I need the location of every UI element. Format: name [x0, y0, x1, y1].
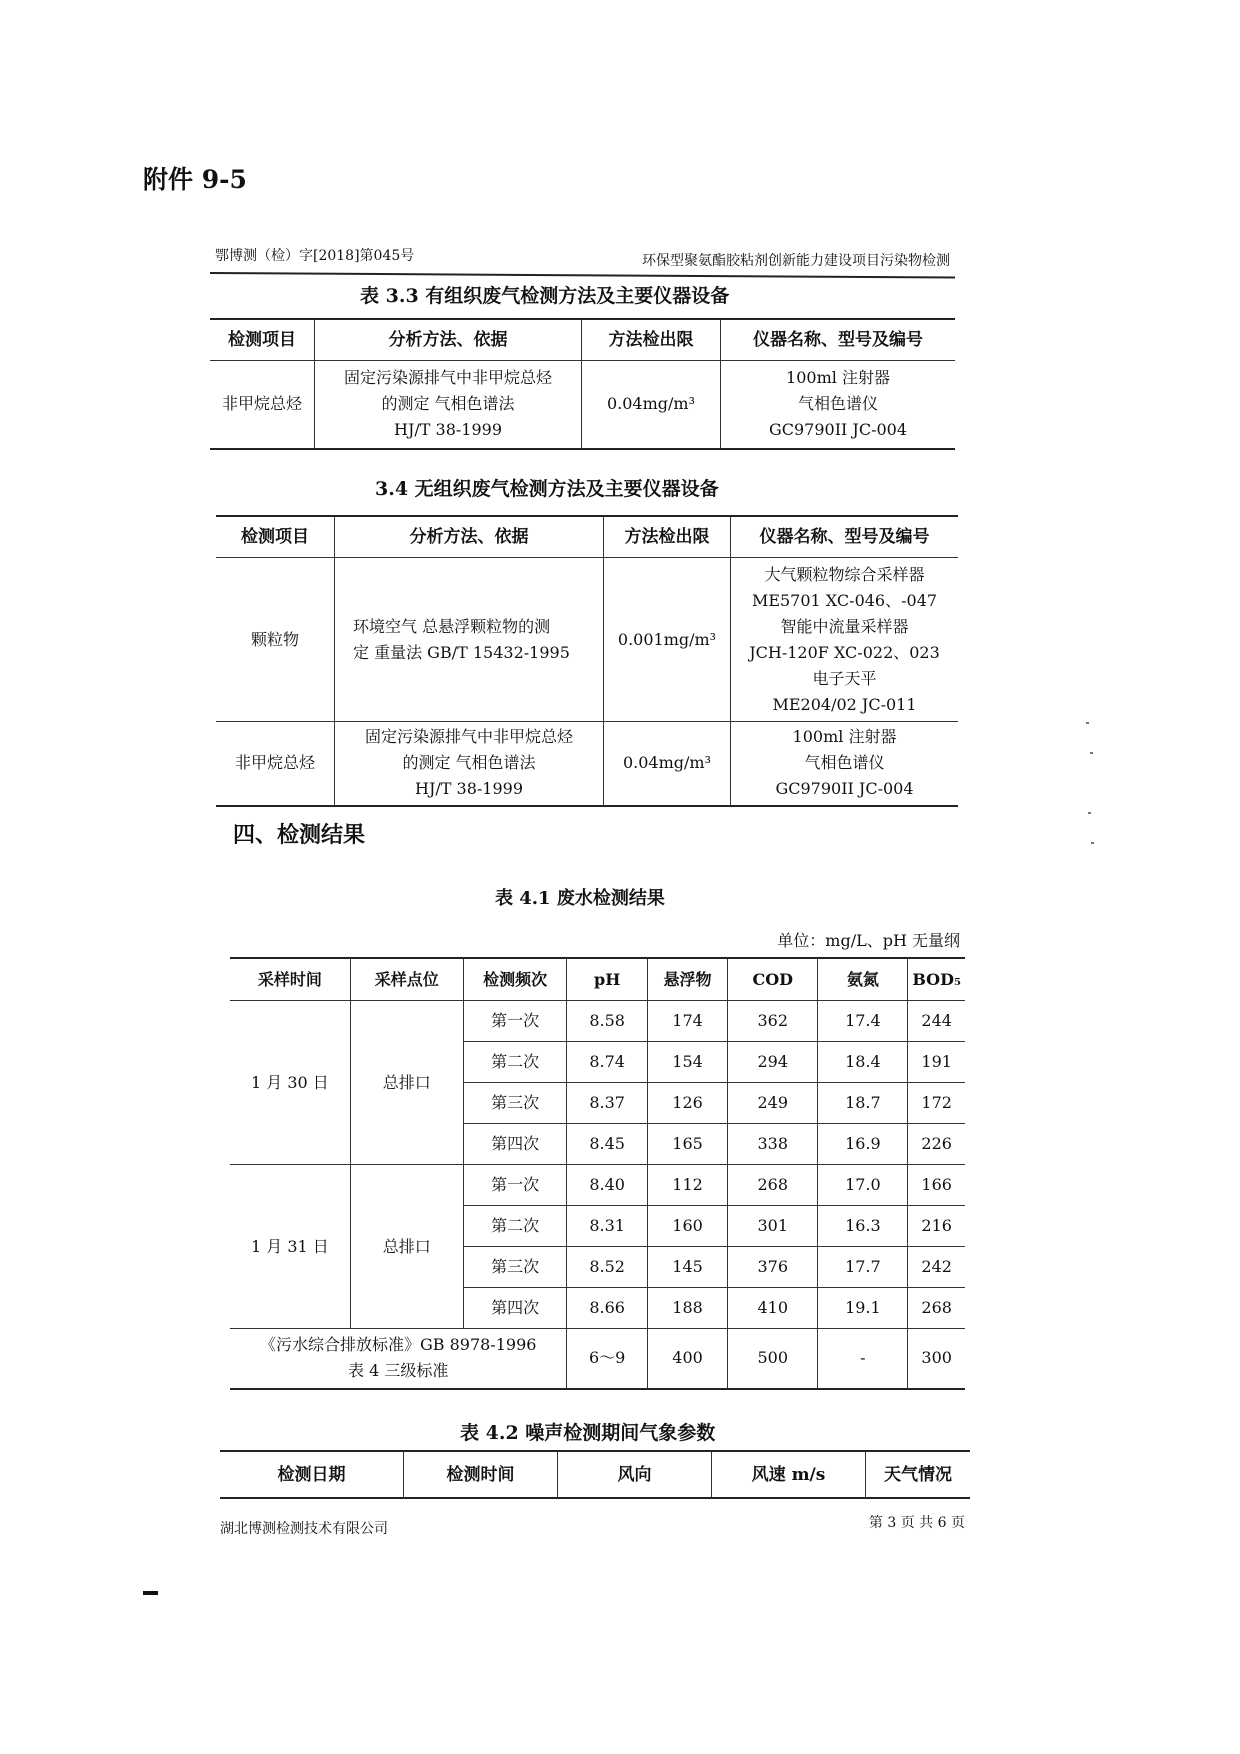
method-line: 的测定 气相色谱法	[402, 753, 536, 773]
column-header: 采样点位	[350, 958, 463, 1001]
unit-note: 单位：mg/L、pH 无量纲	[777, 931, 960, 950]
table-3-4	[216, 515, 958, 807]
company-name: 湖北博测检测技术有限公司	[220, 1521, 388, 1537]
column-header: 检测项目	[241, 527, 309, 547]
column-header: pH	[567, 958, 648, 1001]
method-line: 固定污染源排气中非甲烷总烃	[364, 727, 573, 747]
bod5-cell: 166	[908, 1165, 965, 1206]
method-cell	[315, 361, 582, 449]
table-4-2	[220, 1450, 970, 1499]
method-line: 的测定 气相色谱法	[381, 394, 515, 414]
instrument-cell	[731, 722, 959, 806]
bod5-cell: 244	[908, 1001, 965, 1042]
instrument-line: ME204/02 JC-011	[772, 694, 917, 714]
column-header: 分析方法、依据	[315, 319, 582, 361]
bod5-cell: 226	[908, 1124, 965, 1165]
bod5-cell: 268	[908, 1288, 965, 1329]
bod5-cell: 191	[908, 1042, 965, 1083]
frequency-cell: 第四次	[463, 1124, 567, 1165]
column-header: COD	[728, 958, 818, 1001]
ph-cell: 8.31	[567, 1206, 648, 1247]
ss-cell: 160	[647, 1206, 727, 1247]
bod5-cell: 242	[908, 1247, 965, 1288]
frequency-cell: 第三次	[463, 1247, 567, 1288]
ammonia-cell: 18.7	[818, 1083, 908, 1124]
column-header: 检测频次	[463, 958, 567, 1001]
column-header: BOD₅	[908, 958, 965, 1001]
table-3-3	[210, 318, 955, 450]
frequency-cell: 第二次	[463, 1206, 567, 1247]
standard-label-cell	[230, 1329, 567, 1389]
frequency-cell: 第一次	[463, 1001, 567, 1042]
method-line: HJ/T 38-1999	[394, 420, 502, 440]
item-cell: 非甲烷总烃	[221, 394, 302, 414]
table-3-4-caption: 3.4 无组织废气检测方法及主要仪器设备	[375, 478, 719, 500]
cod-cell: 294	[728, 1042, 818, 1083]
table-4-1-caption: 表 4.1 废水检测结果	[495, 888, 665, 909]
scan-speck	[1086, 722, 1089, 724]
cod-cell: 268	[728, 1165, 818, 1206]
column-header: 仪器名称、型号及编号	[721, 319, 956, 361]
ph-cell: 8.74	[567, 1042, 648, 1083]
ammonia-cell: 17.0	[818, 1165, 908, 1206]
column-header: 风向	[558, 1451, 712, 1498]
cod-cell: 301	[728, 1206, 818, 1247]
ph-cell: 8.66	[567, 1288, 648, 1329]
limit-cell: 0.04mg/m³	[582, 361, 721, 449]
cod-cell: 362	[728, 1001, 818, 1042]
frequency-cell: 第一次	[463, 1165, 567, 1206]
instrument-line: 智能中流量采样器	[780, 616, 909, 636]
scan-mark	[143, 1591, 158, 1595]
frequency-cell: 第三次	[463, 1083, 567, 1124]
instrument-line: 气相色谱仪	[804, 753, 885, 773]
date-cell: 1 月 31 日	[230, 1165, 350, 1329]
location-cell: 总排口	[350, 1001, 463, 1165]
cod-cell: 249	[728, 1083, 818, 1124]
cod-cell: 376	[728, 1247, 818, 1288]
ss-cell: 165	[647, 1124, 727, 1165]
limit-cell: 0.001mg/m³	[604, 558, 731, 722]
attachment-label: 附件 9-5	[143, 165, 247, 194]
instrument-line: 电子天平	[812, 668, 877, 688]
section-4-title: 四、检测结果	[233, 822, 366, 848]
standard-ss: 400	[647, 1329, 727, 1389]
standard-ph: 6～9	[567, 1329, 648, 1389]
frequency-cell: 第二次	[463, 1042, 567, 1083]
ss-cell: 188	[647, 1288, 727, 1329]
page-number: 第 3 页 共 6 页	[868, 1515, 965, 1531]
item-cell: 非甲烷总烃	[234, 753, 315, 773]
column-header: 氨氮	[818, 958, 908, 1001]
column-header: 检测日期	[277, 1464, 346, 1485]
instrument-line: ME5701 XC-046、-047	[751, 590, 938, 610]
ss-cell: 126	[647, 1083, 727, 1124]
document-number: 鄂博测（检）字[2018]第045号	[215, 248, 415, 264]
method-line: 环境空气 总悬浮颗粒物的测	[353, 616, 551, 636]
scan-speck	[1091, 842, 1094, 844]
ss-cell: 112	[647, 1165, 727, 1206]
instrument-line: 大气颗粒物综合采样器	[764, 564, 925, 584]
method-line: HJ/T 38-1999	[415, 779, 523, 799]
ammonia-cell: 19.1	[818, 1288, 908, 1329]
ph-cell: 8.58	[567, 1001, 648, 1042]
ph-cell: 8.37	[567, 1083, 648, 1124]
cod-cell: 338	[728, 1124, 818, 1165]
frequency-cell: 第四次	[463, 1288, 567, 1329]
standard-line: 表 4 三级标准	[348, 1361, 449, 1381]
standard-cod: 500	[728, 1329, 818, 1389]
table-4-2-caption: 表 4.2 噪声检测期间气象参数	[460, 1422, 716, 1444]
method-cell	[335, 558, 604, 722]
instrument-line: 100ml 注射器	[792, 727, 897, 747]
scan-speck	[1088, 812, 1091, 814]
ss-cell: 174	[647, 1001, 727, 1042]
standard-bod5: 300	[908, 1329, 965, 1389]
header-rule	[210, 272, 955, 279]
column-header: 天气情况	[866, 1451, 971, 1498]
instrument-line: 气相色谱仪	[797, 394, 878, 414]
column-header: 分析方法、依据	[335, 516, 604, 558]
project-title: 环保型聚氨酯胶粘剂创新能力建设项目污染物检测	[642, 253, 950, 269]
ammonia-cell: 16.9	[818, 1124, 908, 1165]
standard-line: 《污水综合排放标准》GB 8978-1996	[259, 1335, 537, 1355]
instrument-line: 100ml 注射器	[786, 368, 890, 388]
instrument-cell	[721, 361, 956, 449]
standard-ammonia: -	[818, 1329, 908, 1389]
column-header: 检测项目	[228, 330, 296, 350]
ammonia-cell: 18.4	[818, 1042, 908, 1083]
ss-cell: 154	[647, 1042, 727, 1083]
method-line: 固定污染源排气中非甲烷总烃	[343, 368, 552, 388]
ammonia-cell: 17.4	[818, 1001, 908, 1042]
method-line: 定 重量法 GB/T 15432-1995	[353, 642, 570, 662]
table-4-1	[230, 957, 965, 1390]
table-3-3-caption: 表 3.3 有组织废气检测方法及主要仪器设备	[360, 285, 730, 307]
column-header: 仪器名称、型号及编号	[731, 516, 959, 558]
bod5-cell: 216	[908, 1206, 965, 1247]
column-header: 采样时间	[257, 969, 322, 989]
ph-cell: 8.52	[567, 1247, 648, 1288]
method-cell	[335, 722, 604, 806]
scan-speck	[1090, 752, 1093, 754]
ss-cell: 145	[647, 1247, 727, 1288]
ph-cell: 8.45	[567, 1124, 648, 1165]
ph-cell: 8.40	[567, 1165, 648, 1206]
instrument-line: GC9790II JC-004	[775, 779, 914, 799]
ammonia-cell: 16.3	[818, 1206, 908, 1247]
cod-cell: 410	[728, 1288, 818, 1329]
column-header: 方法检出限	[604, 516, 731, 558]
column-header: 方法检出限	[582, 319, 721, 361]
ammonia-cell: 17.7	[818, 1247, 908, 1288]
instrument-line: JCH-120F XC-022、023	[749, 642, 940, 662]
location-cell: 总排口	[350, 1165, 463, 1329]
bod5-cell: 172	[908, 1083, 965, 1124]
instrument-line: GC9790II JC-004	[768, 420, 908, 440]
item-cell: 颗粒物	[250, 629, 299, 649]
column-header: 风速 m/s	[712, 1451, 866, 1498]
limit-cell: 0.04mg/m³	[604, 722, 731, 806]
column-header: 检测时间	[404, 1451, 558, 1498]
instrument-cell	[731, 558, 959, 722]
date-cell: 1 月 30 日	[230, 1001, 350, 1165]
column-header: 悬浮物	[647, 958, 727, 1001]
